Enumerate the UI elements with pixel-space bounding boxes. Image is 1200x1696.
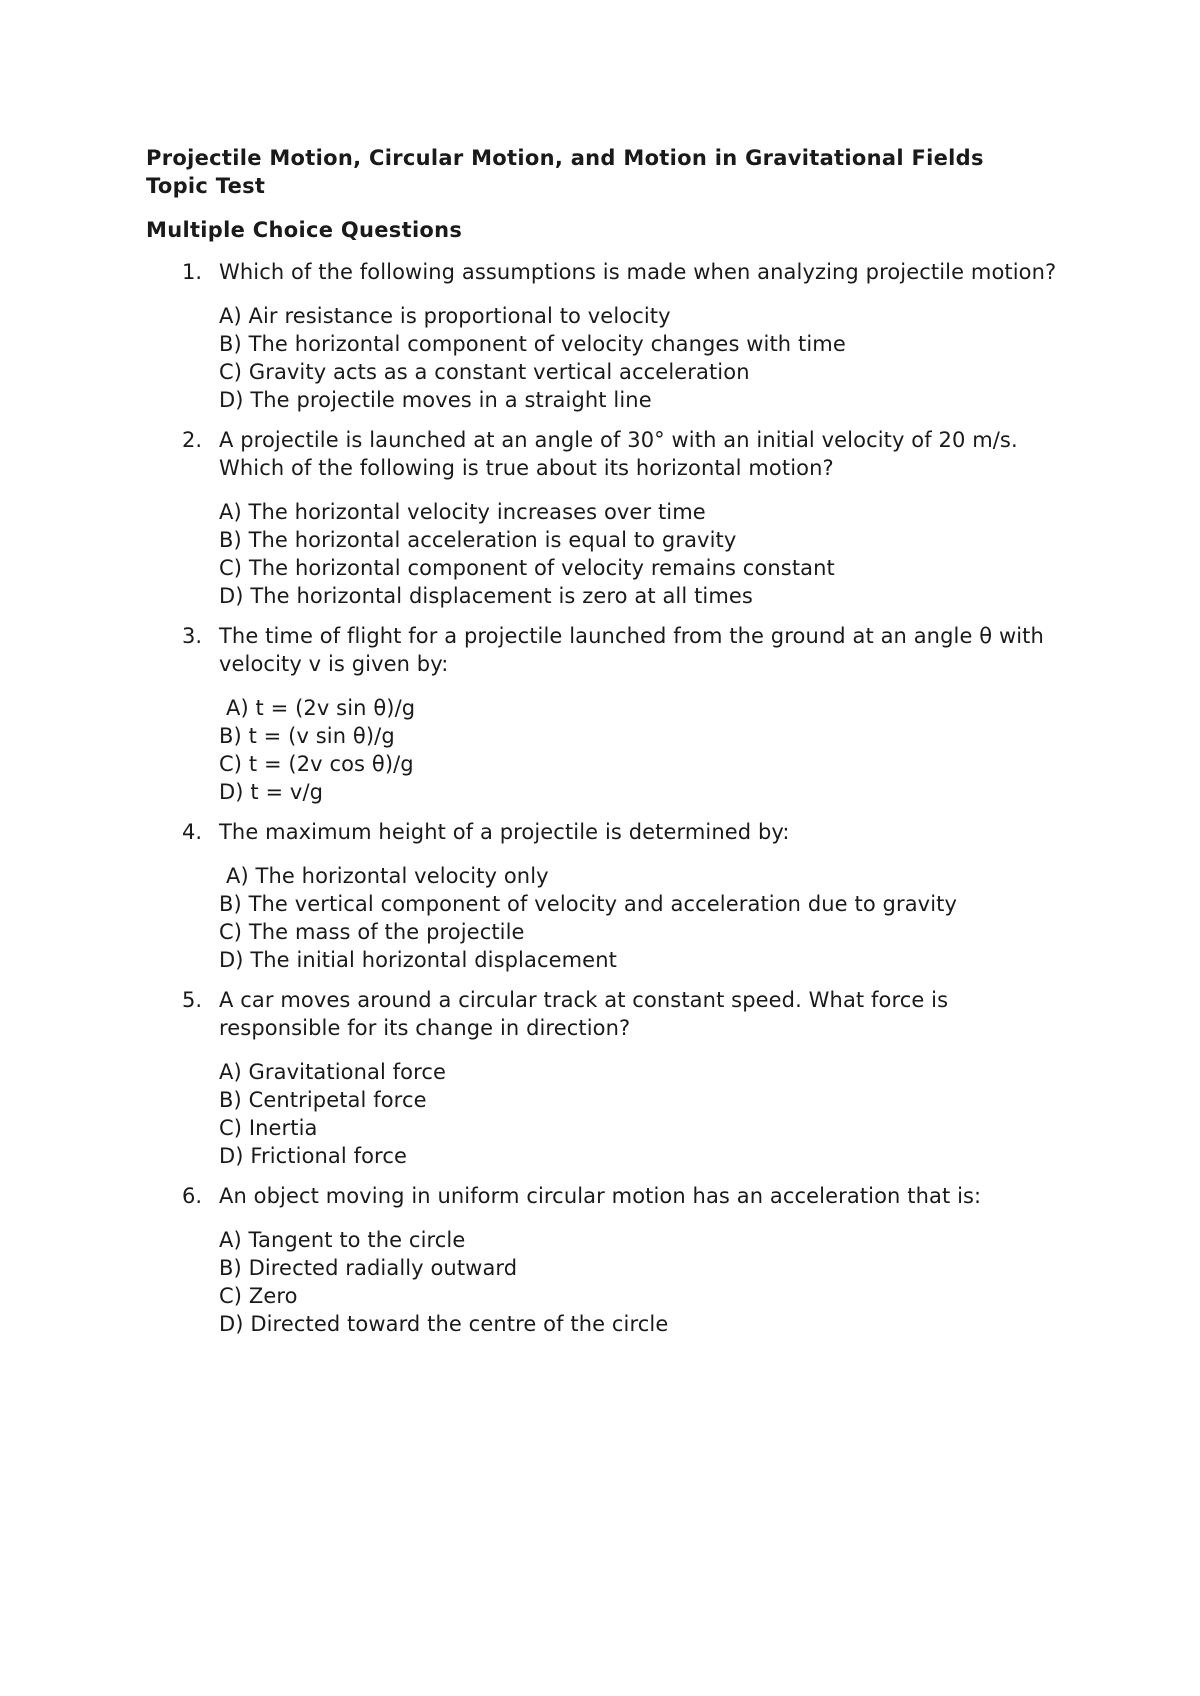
question-text: The maximum height of a projectile is determined by: — [219, 820, 790, 844]
option-c: C) The horizontal component of velocity remains constant — [219, 556, 835, 580]
section-heading: Multiple Choice Questions — [146, 218, 463, 242]
option-d: D) Frictional force — [219, 1144, 407, 1168]
option-list — [219, 862, 1066, 974]
question-6 — [146, 1182, 1066, 1338]
question-text: A projectile is launched at an angle of 30° with an initial velocity of 20 m/s. Which of the following is true about its horizontal motion? — [219, 428, 1018, 480]
option-b: B) The horizontal acceleration is equal to gravity — [219, 528, 737, 552]
question-4 — [146, 818, 1066, 974]
option-c: C) Gravity acts as a constant vertical acceleration — [219, 360, 750, 384]
question-text: The time of flight for a projectile launched from the ground at an angle θ with velocity v is given by: — [219, 624, 1044, 676]
option-b: B) Directed radially outward — [219, 1256, 518, 1280]
option-a: A) The horizontal velocity only — [226, 864, 549, 888]
question-number: 6. — [182, 1184, 203, 1208]
option-a: A) Tangent to the circle — [219, 1228, 466, 1252]
question-number: 2. — [182, 428, 203, 452]
option-d: D) Directed toward the centre of the circle — [219, 1312, 669, 1336]
option-a: A) t = (2v sin θ)/g — [226, 696, 416, 720]
question-5 — [146, 986, 1066, 1170]
document-page — [146, 144, 1066, 1350]
question-3 — [146, 622, 1066, 806]
option-list — [219, 302, 1066, 414]
option-a: A) Air resistance is proportional to velocity — [219, 304, 671, 328]
option-d: D) The initial horizontal displacement — [219, 948, 617, 972]
option-a: A) The horizontal velocity increases over time — [219, 500, 706, 524]
question-2 — [146, 426, 1066, 610]
option-list — [219, 1226, 1066, 1338]
option-d: D) The projectile moves in a straight line — [219, 388, 652, 412]
question-number: 4. — [182, 820, 203, 844]
question-list — [146, 258, 1066, 1338]
question-1 — [146, 258, 1066, 414]
option-a: A) Gravitational force — [219, 1060, 447, 1084]
option-list — [219, 498, 1066, 610]
title-line-2: Topic Test — [146, 174, 266, 198]
option-b: B) t = (v sin θ)/g — [219, 724, 395, 748]
option-c: C) Zero — [219, 1284, 298, 1308]
question-text: A car moves around a circular track at constant speed. What force is responsible for its change in direction? — [219, 988, 949, 1040]
option-list — [219, 1058, 1066, 1170]
title-line-1: Projectile Motion, Circular Motion, and Motion in Gravitational Fields — [146, 146, 984, 170]
option-b: B) Centripetal force — [219, 1088, 427, 1112]
option-b: B) The vertical component of velocity and acceleration due to gravity — [219, 892, 957, 916]
option-d: D) t = v/g — [219, 780, 324, 804]
question-text: Which of the following assumptions is made when analyzing projectile motion? — [219, 260, 1057, 284]
question-text: An object moving in uniform circular motion has an acceleration that is: — [219, 1184, 982, 1208]
question-number: 1. — [182, 260, 203, 284]
option-c: C) The mass of the projectile — [219, 920, 525, 944]
question-number: 5. — [182, 988, 203, 1012]
option-c: C) Inertia — [219, 1116, 318, 1140]
document-title — [146, 144, 1066, 200]
option-d: D) The horizontal displacement is zero at all times — [219, 584, 753, 608]
question-number: 3. — [182, 624, 203, 648]
option-b: B) The horizontal component of velocity changes with time — [219, 332, 846, 356]
option-list — [219, 694, 1066, 806]
option-c: C) t = (2v cos θ)/g — [219, 752, 414, 776]
